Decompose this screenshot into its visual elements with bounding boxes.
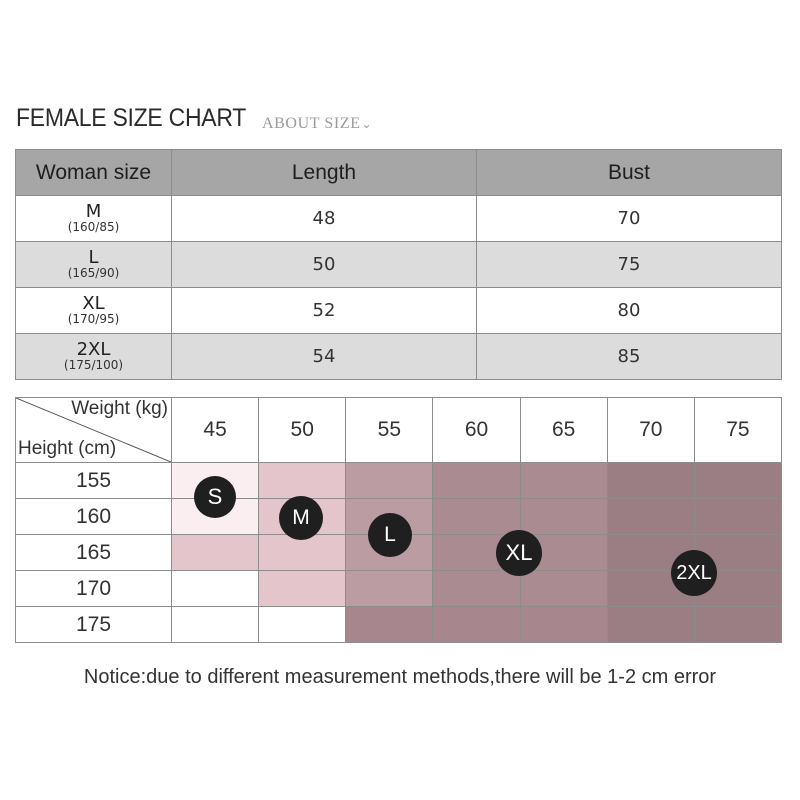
length-value: 48	[172, 196, 477, 242]
fit-cell	[694, 607, 781, 643]
size-badge-2xl: 2XL	[671, 550, 717, 596]
size-label: 2XL	[76, 339, 111, 360]
fit-cell	[172, 571, 259, 607]
column-header-bust: Bust	[477, 150, 782, 196]
size-badge-l: L	[368, 513, 412, 557]
weight-header: 50	[259, 398, 346, 463]
height-header: 170	[16, 571, 172, 607]
bust-value: 75	[477, 242, 782, 288]
size-label: L	[88, 247, 99, 268]
fit-cell	[433, 571, 520, 607]
size-cell	[16, 242, 172, 288]
weight-header: 70	[607, 398, 694, 463]
height-weight-label: (175/100)	[63, 358, 124, 372]
height-row	[16, 571, 782, 607]
fit-cell	[520, 499, 607, 535]
weight-header: 75	[694, 398, 781, 463]
fit-cell	[694, 499, 781, 535]
fit-cell	[346, 607, 433, 643]
fit-cell	[607, 463, 694, 499]
fit-cell	[259, 463, 346, 499]
fit-cell	[520, 571, 607, 607]
measurement-notice: Notice:due to different measurement methods,there will be 1-2 cm error	[83, 666, 717, 688]
height-header: 165	[16, 535, 172, 571]
height-row	[16, 463, 782, 499]
fit-cell	[259, 607, 346, 643]
table-row	[16, 334, 782, 380]
fit-cell	[520, 607, 607, 643]
height-header: 155	[16, 463, 172, 499]
size-cell	[16, 334, 172, 380]
fit-cell	[433, 499, 520, 535]
table-row	[16, 242, 782, 288]
size-label: XL	[82, 293, 105, 314]
height-row	[16, 607, 782, 643]
fit-cell	[172, 535, 259, 571]
size-badge-m: M	[279, 496, 323, 540]
fit-cell	[607, 499, 694, 535]
fit-cell	[172, 607, 259, 643]
about-size-label: ABOUT SIZE	[262, 115, 361, 132]
bust-value: 70	[477, 196, 782, 242]
fit-cell	[433, 463, 520, 499]
table-row	[16, 196, 782, 242]
fit-cell	[346, 571, 433, 607]
table-row	[16, 288, 782, 334]
weight-header-row	[16, 398, 782, 463]
size-badge-xl: XL	[496, 530, 542, 576]
length-value: 50	[172, 242, 477, 288]
fit-cell	[694, 463, 781, 499]
weight-header: 65	[520, 398, 607, 463]
height-axis-label: Height (cm)	[18, 438, 117, 459]
about-size-link[interactable]	[262, 115, 372, 133]
column-header-woman-size: Woman size	[16, 150, 172, 196]
size-cell	[16, 288, 172, 334]
weight-header: 60	[433, 398, 520, 463]
column-header-length: Length	[172, 150, 477, 196]
size-table-header-row	[16, 150, 782, 196]
fit-cell	[433, 607, 520, 643]
height-weight-label: (170/95)	[67, 312, 120, 326]
grid-corner-cell	[16, 398, 172, 463]
fit-cell	[607, 607, 694, 643]
page-title: FEMALE SIZE CHART	[16, 104, 247, 132]
height-weight-label: (160/85)	[67, 220, 120, 234]
size-badge-s: S	[194, 476, 236, 518]
size-cell	[16, 196, 172, 242]
height-weight-label: (165/90)	[67, 266, 120, 280]
length-value: 52	[172, 288, 477, 334]
weight-header: 55	[346, 398, 433, 463]
size-measurement-table	[15, 149, 782, 380]
bust-value: 80	[477, 288, 782, 334]
fit-cell	[346, 463, 433, 499]
length-value: 54	[172, 334, 477, 380]
size-label: M	[85, 201, 102, 222]
chevron-down-icon: ⌄	[361, 117, 373, 131]
weight-header: 45	[172, 398, 259, 463]
fit-cell	[259, 571, 346, 607]
bust-value: 85	[477, 334, 782, 380]
weight-axis-label: Weight (kg)	[71, 398, 168, 419]
fit-cell	[520, 463, 607, 499]
height-header: 175	[16, 607, 172, 643]
height-header: 160	[16, 499, 172, 535]
